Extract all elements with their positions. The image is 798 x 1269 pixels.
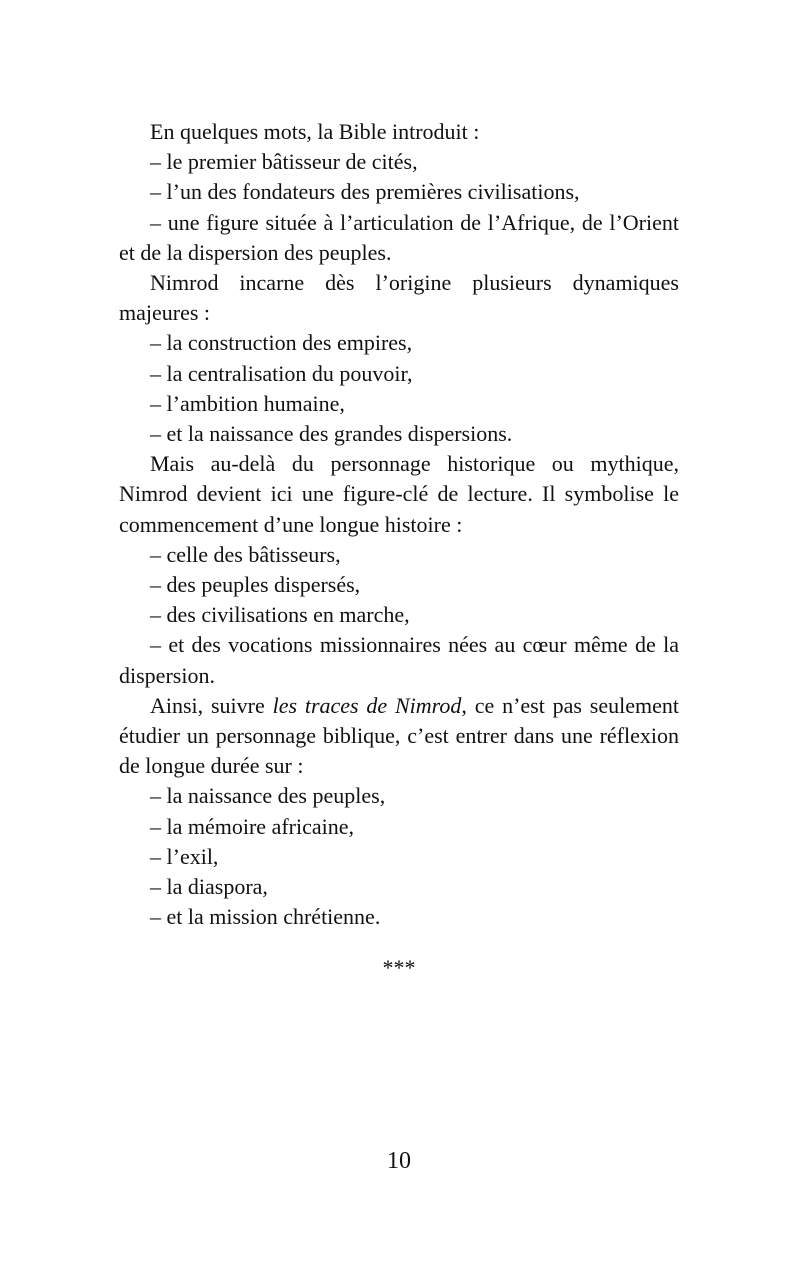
list-item: – la centralisation du pouvoir, xyxy=(150,360,413,386)
list-item: – des civilisations en marche, xyxy=(150,602,410,628)
list-item: – le premier bâtisseur de cités, xyxy=(150,149,418,175)
list-item: – la diaspora, xyxy=(150,874,268,900)
list-item: – la naissance des peuples, xyxy=(150,783,386,809)
list-item: – l’ambition humaine, xyxy=(150,390,345,416)
list-item: – celle des bâtisseurs, xyxy=(150,541,341,567)
list-item: – et la mission chrétienne. xyxy=(150,904,381,930)
page-body xyxy=(119,117,679,932)
book-title-italic: les traces de Nimrod xyxy=(272,692,462,718)
paragraph-ainsi-start: Ainsi, suivre xyxy=(150,692,273,718)
list-item: – l’un des fondateurs des premières civilisations, xyxy=(150,179,580,205)
list-item: – et la naissance des grandes dispersions. xyxy=(150,421,513,447)
list-item: – la mémoire africaine, xyxy=(150,813,355,839)
list-item: – des peuples dispersés, xyxy=(150,572,361,598)
page-number: 10 xyxy=(387,1148,411,1174)
paragraph-ainsi xyxy=(119,691,679,782)
paragraph-ainsi-end: , ce n’est pas seulement étudier un personnage biblique, c’est entrer dans une réflexion de longue durée sur : xyxy=(119,692,679,779)
list-item: – l’exil, xyxy=(150,843,219,869)
list-item: – la construction des empires, xyxy=(150,330,413,356)
paragraph-nimrod-dynamics: Nimrod incarne dès l’origine plusieurs dynamiques majeures : xyxy=(119,270,679,326)
paragraph-intro: En quelques mots, la Bible introduit : xyxy=(150,119,480,144)
section-separator: *** xyxy=(382,955,416,980)
list-item: – une figure située à l’articulation de l’Afrique, de l’Orient et de la dispersion des peuples. xyxy=(119,209,679,265)
paragraph-figure-cle: Mais au-delà du personnage historique ou mythique, Nimrod devient ici une figure-clé de lecture. Il symbolise le commencement d’une longue histoire : xyxy=(119,451,679,537)
list-item: – et des vocations missionnaires nées au cœur même de la dispersion. xyxy=(119,632,679,688)
